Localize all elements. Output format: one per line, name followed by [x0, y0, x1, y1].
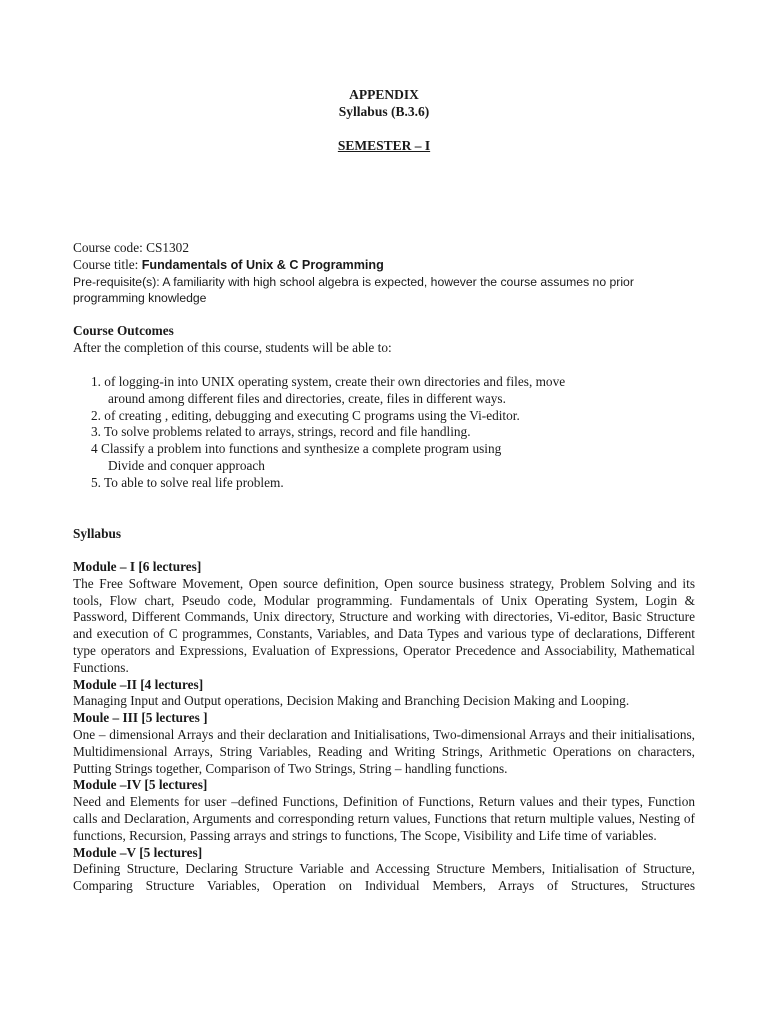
module-4-title: Module –IV [5 lectures] — [73, 777, 208, 793]
module-2-text: Managing Input and Output operations, Decision Making and Branching Decision Making and Looping. — [73, 693, 630, 709]
course-code: Course code: CS1302 — [73, 240, 189, 255]
module-5-title: Module –V [5 lectures] — [73, 844, 203, 860]
outcome-item-4: 4 Classify a problem into functions and synthesize a complete program using — [91, 441, 502, 457]
course-title-value: Fundamentals of Unix & C Programming — [141, 257, 384, 272]
prerequisite-line-1: Pre-requisite(s): A familiarity with high school algebra is expected, however the course assumes no prior — [73, 274, 634, 289]
module-2 — [73, 677, 695, 711]
course-title-line — [73, 257, 695, 274]
prerequisite-line-2: programming knowledge — [73, 291, 207, 306]
modules-section — [73, 559, 695, 895]
module-1-text: The Free Software Movement, Open source definition, Open source business strategy, Problem Solving and its tools, Flow chart, Pseudo code, Modular programming. Fundamentals of Unix Operating System, Login & Password, Different Commands, Unix directory, Structure and working with directories, Vi-editor, Basic Structure and execution of C programmes, Constants, Variables, and Data Types and various type of declarations, Different type operators and Expressions, Evaluation of Expressions, Operator Precedence and Associability, Mathematical Functions. — [73, 575, 695, 675]
module-1 — [73, 559, 695, 677]
semester-heading: SEMESTER – I — [337, 138, 431, 153]
appendix-heading: APPENDIX — [349, 87, 419, 102]
module-5-text: Defining Structure, Declaring Structure Variable and Accessing Structure Members, Initialisation of Structure, Comparing Structure Variables, Operation on Individual Members, Arrays of Structures, Structures — [73, 861, 695, 894]
course-title-label: Course title: — [73, 256, 142, 272]
outcome-item-5: 5. To able to solve real life problem. — [91, 474, 284, 490]
outcome-item-1-continued: around among different files and directories, create, files in different ways. — [108, 390, 506, 406]
outcomes-intro: After the completion of this course, students will be able to: — [73, 339, 392, 355]
outcome-item-4-continued: Divide and conquer approach — [108, 457, 265, 473]
outcomes-list — [91, 374, 711, 492]
module-5 — [73, 845, 695, 895]
outcome-item-3: 3. To solve problems related to arrays, strings, record and file handling. — [91, 424, 471, 440]
outcomes-heading: Course Outcomes — [73, 323, 174, 338]
module-2-title: Module –II [4 lectures] — [73, 676, 204, 692]
module-4 — [73, 777, 695, 844]
course-info — [73, 240, 695, 307]
module-4-text: Need and Elements for user –defined Functions, Definition of Functions, Return values and their types, Function calls and Declaration, Arguments and corresponding return values, Functions that return multiple values, Nesting of functions, Recursion, Passing arrays and strings to functions, The Scope, Visibility and Life time of variables. — [73, 794, 695, 843]
outcomes-section — [73, 323, 695, 357]
syllabus-reference: Syllabus (B.3.6) — [338, 104, 430, 119]
module-3-title: Moule – III [5 lectures ] — [73, 710, 208, 726]
module-3 — [73, 710, 695, 777]
syllabus-heading: Syllabus — [73, 526, 122, 541]
outcome-item-1: 1. of logging-in into UNIX operating system, create their own directories and files, move — [91, 374, 566, 389]
module-3-text: One – dimensional Arrays and their declaration and Initialisations, Two-dimensional Arrays and their initialisations, Multidimensional Arrays, String Variables, Reading and Writing Strings, Arithmetic Operations on characters, Putting Strings together, Comparison of Two Strings, String – handling functions. — [73, 726, 695, 776]
outcome-item-2: 2. of creating , editing, debugging and executing C programs using the Vi-editor. — [91, 407, 520, 423]
module-1-title: Module – I [6 lectures] — [73, 559, 202, 574]
